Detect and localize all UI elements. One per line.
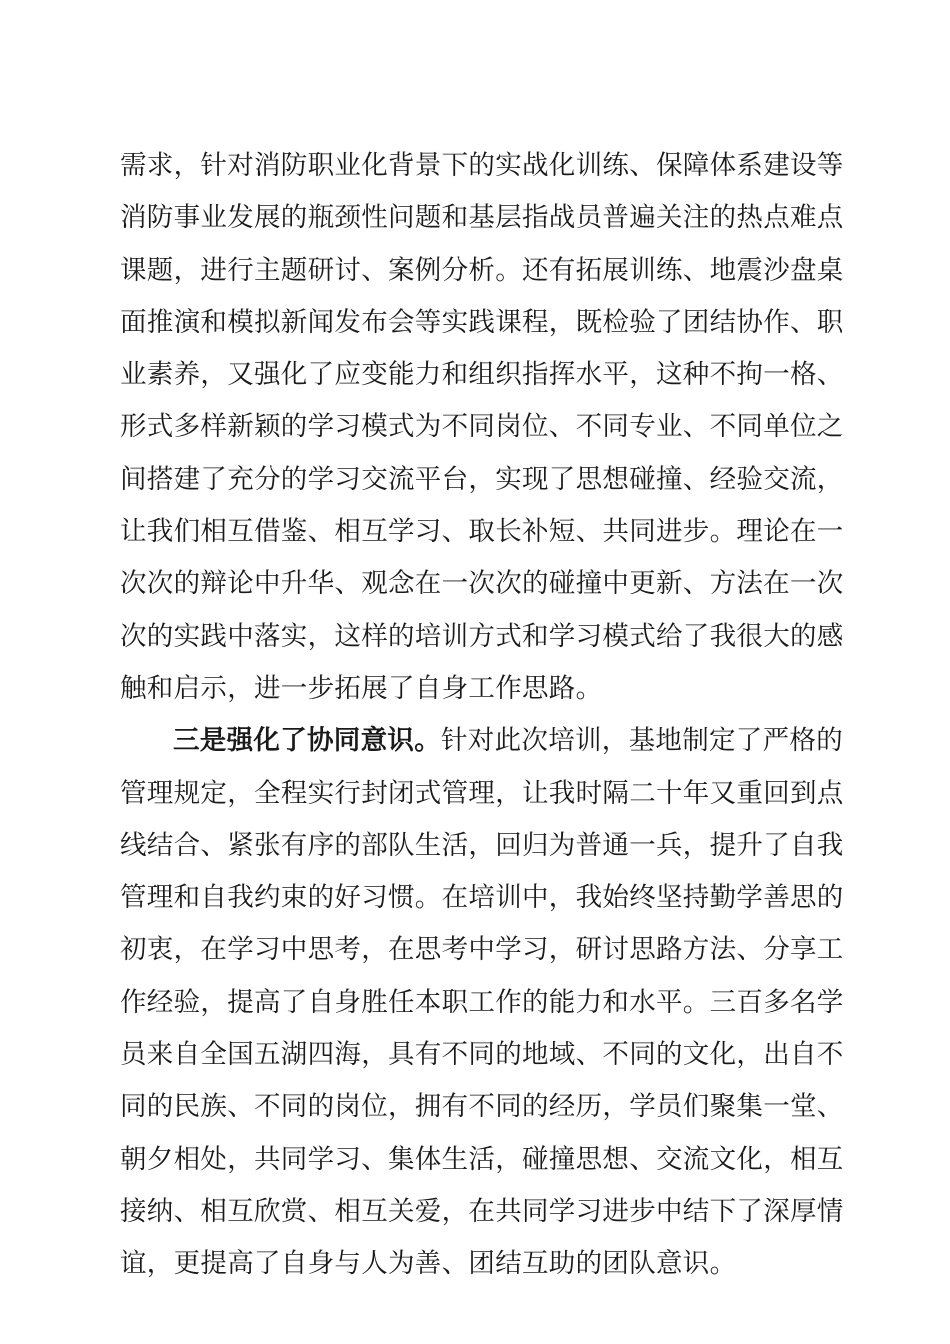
text-line: 接纳、相互欣赏、相互关爱，在共同学习进步中结下了深厚情 (120, 1195, 844, 1227)
text-span: 针对此次培训，基地制定了严格的 (441, 725, 843, 757)
text-line: 面推演和模拟新闻发布会等实践课程，既检验了团结协作、职 (120, 306, 844, 338)
paragraph-2 (120, 715, 844, 1290)
text-line: 业素养，又强化了应变能力和组织指挥水平，这种不拘一格、 (120, 359, 844, 391)
body-text (120, 140, 844, 1291)
text-line: 员来自全国五湖四海，具有不同的地域、不同的文化，出自不 (120, 1039, 844, 1071)
text-line: 次的实践中落实，这样的培训方式和学习模式给了我很大的感 (120, 620, 844, 652)
text-line: 同的民族、不同的岗位，拥有不同的经历，学员们聚集一堂、 (120, 1091, 844, 1123)
text-line: 管理规定，全程实行封闭式管理，让我时隔二十年又重回到点 (120, 777, 844, 809)
text-line: 管理和自我约束的好习惯。在培训中，我始终坚持勤学善思的 (120, 882, 844, 914)
text-line: 谊，更提高了自身与人为善、团结互助的团队意识。 (120, 1248, 737, 1280)
text-line: 让我们相互借鉴、相互学习、取长补短、共同进步。理论在一 (120, 516, 844, 548)
text-line: 需求，针对消防职业化背景下的实战化训练、保障体系建设等 (120, 150, 844, 181)
text-line: 课题，进行主题研讨、案例分析。还有拓展训练、地震沙盘桌 (120, 254, 844, 286)
text-line: 线结合、紧张有序的部队生活，回归为普通一兵，提升了自我 (120, 829, 844, 861)
text-line: 间搭建了充分的学习交流平台，实现了思想碰撞、经验交流， (120, 463, 844, 495)
text-line (120, 715, 843, 767)
section-lead-heading: 三是强化了协同意识。 (173, 725, 441, 757)
text-line: 形式多样新颖的学习模式为不同岗位、不同专业、不同单位之 (120, 411, 844, 443)
text-line: 消防事业发展的瓶颈性问题和基层指战员普遍关注的热点难点 (120, 202, 844, 234)
text-line: 触和启示，进一步拓展了自身工作思路。 (120, 672, 603, 704)
text-line: 次次的辩论中升华、观念在一次次的碰撞中更新、方法在一次 (120, 568, 844, 600)
text-line: 初衷，在学习中思考，在思考中学习，研讨思路方法、分享工 (120, 934, 844, 966)
text-line: 作经验，提高了自身胜任本职工作的能力和水平。三百多名学 (120, 986, 844, 1018)
text-line: 朝夕相处，共同学习、集体生活，碰撞思想、交流文化，相互 (120, 1143, 844, 1175)
paragraph-1 (120, 140, 844, 715)
